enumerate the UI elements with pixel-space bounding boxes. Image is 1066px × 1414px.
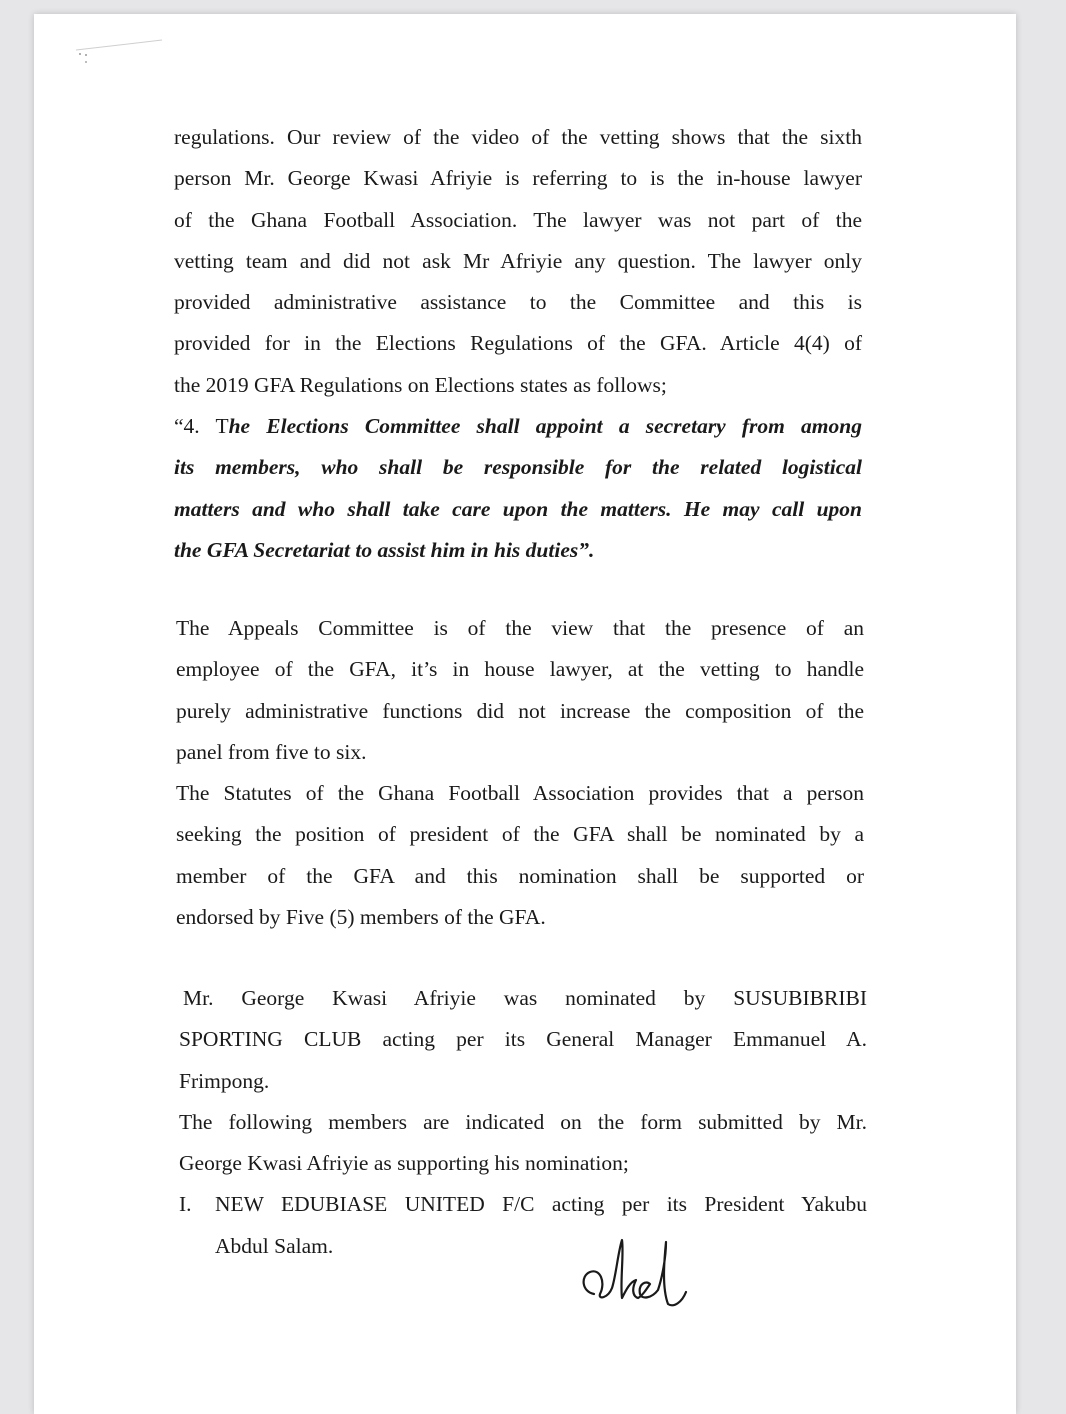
- text-line: panel from five to six.: [176, 739, 367, 764]
- text-line: regulations. Our review of the video of the vetting shows that the sixth: [174, 125, 862, 149]
- list-item-continuation: Abdul Salam.: [215, 1233, 334, 1258]
- paragraph-appeals-view: [176, 608, 864, 938]
- text-line: employee of the GFA, it’s in house lawyer, at the vetting to handle: [176, 657, 864, 682]
- list-item: [179, 1184, 867, 1225]
- quote-first-line: he Elections Committee shall appoint a secretary from among: [228, 414, 862, 439]
- text-line: SPORTING CLUB acting per its General Manager Emmanuel A.: [179, 1027, 867, 1052]
- paragraph-vetting-review: [174, 117, 862, 571]
- paragraph-nomination: [179, 978, 867, 1267]
- text-line: The Appeals Committee is of the view that the presence of an: [176, 616, 864, 640]
- quote-line: the GFA Secretariat to assist him in his duties”.: [174, 537, 595, 562]
- text-line: vetting team and did not ask Mr Afriyie any question. The lawyer only: [174, 248, 862, 273]
- text-line: purely administrative functions did not increase the composition of the: [176, 698, 864, 723]
- text-line: Mr. George Kwasi Afriyie was nominated by SUSUBIBRIBI: [183, 986, 867, 1010]
- text-line: George Kwasi Afriyie as supporting his nomination;: [179, 1151, 629, 1176]
- list-number: I.: [179, 1192, 192, 1217]
- document-page: [34, 14, 1016, 1414]
- scan-mark-icon: [74, 38, 164, 68]
- text-line: member of the GFA and this nomination shall be supported or: [176, 863, 864, 888]
- quote-line: its members, who shall be responsible for the related logistical: [174, 455, 862, 480]
- quote-line: matters and who shall take care upon the matters. He may call upon: [174, 496, 862, 521]
- text-line: provided for in the Elections Regulations of the GFA. Article 4(4) of: [174, 331, 862, 356]
- text-line: person Mr. George Kwasi Afriyie is referring to is the in-house lawyer: [174, 166, 862, 191]
- quote-lead: “4. T: [174, 414, 229, 439]
- text-line: endorsed by Five (5) members of the GFA.: [176, 905, 546, 930]
- signature-icon: [574, 1232, 704, 1322]
- quote-line: [174, 406, 862, 447]
- text-line: provided administrative assistance to the Committee and this is: [174, 290, 862, 315]
- list-item-text: NEW EDUBIASE UNITED F/C acting per its President Yakubu: [215, 1192, 867, 1217]
- text-line: The following members are indicated on the form submitted by Mr.: [179, 1109, 867, 1134]
- text-line: Frimpong.: [179, 1068, 270, 1093]
- text-line: seeking the position of president of the GFA shall be nominated by a: [176, 822, 864, 847]
- text-line: The Statutes of the Ghana Football Association provides that a person: [176, 781, 864, 806]
- text-line: the 2019 GFA Regulations on Elections states as follows;: [174, 372, 667, 397]
- text-line: of the Ghana Football Association. The lawyer was not part of the: [174, 207, 862, 232]
